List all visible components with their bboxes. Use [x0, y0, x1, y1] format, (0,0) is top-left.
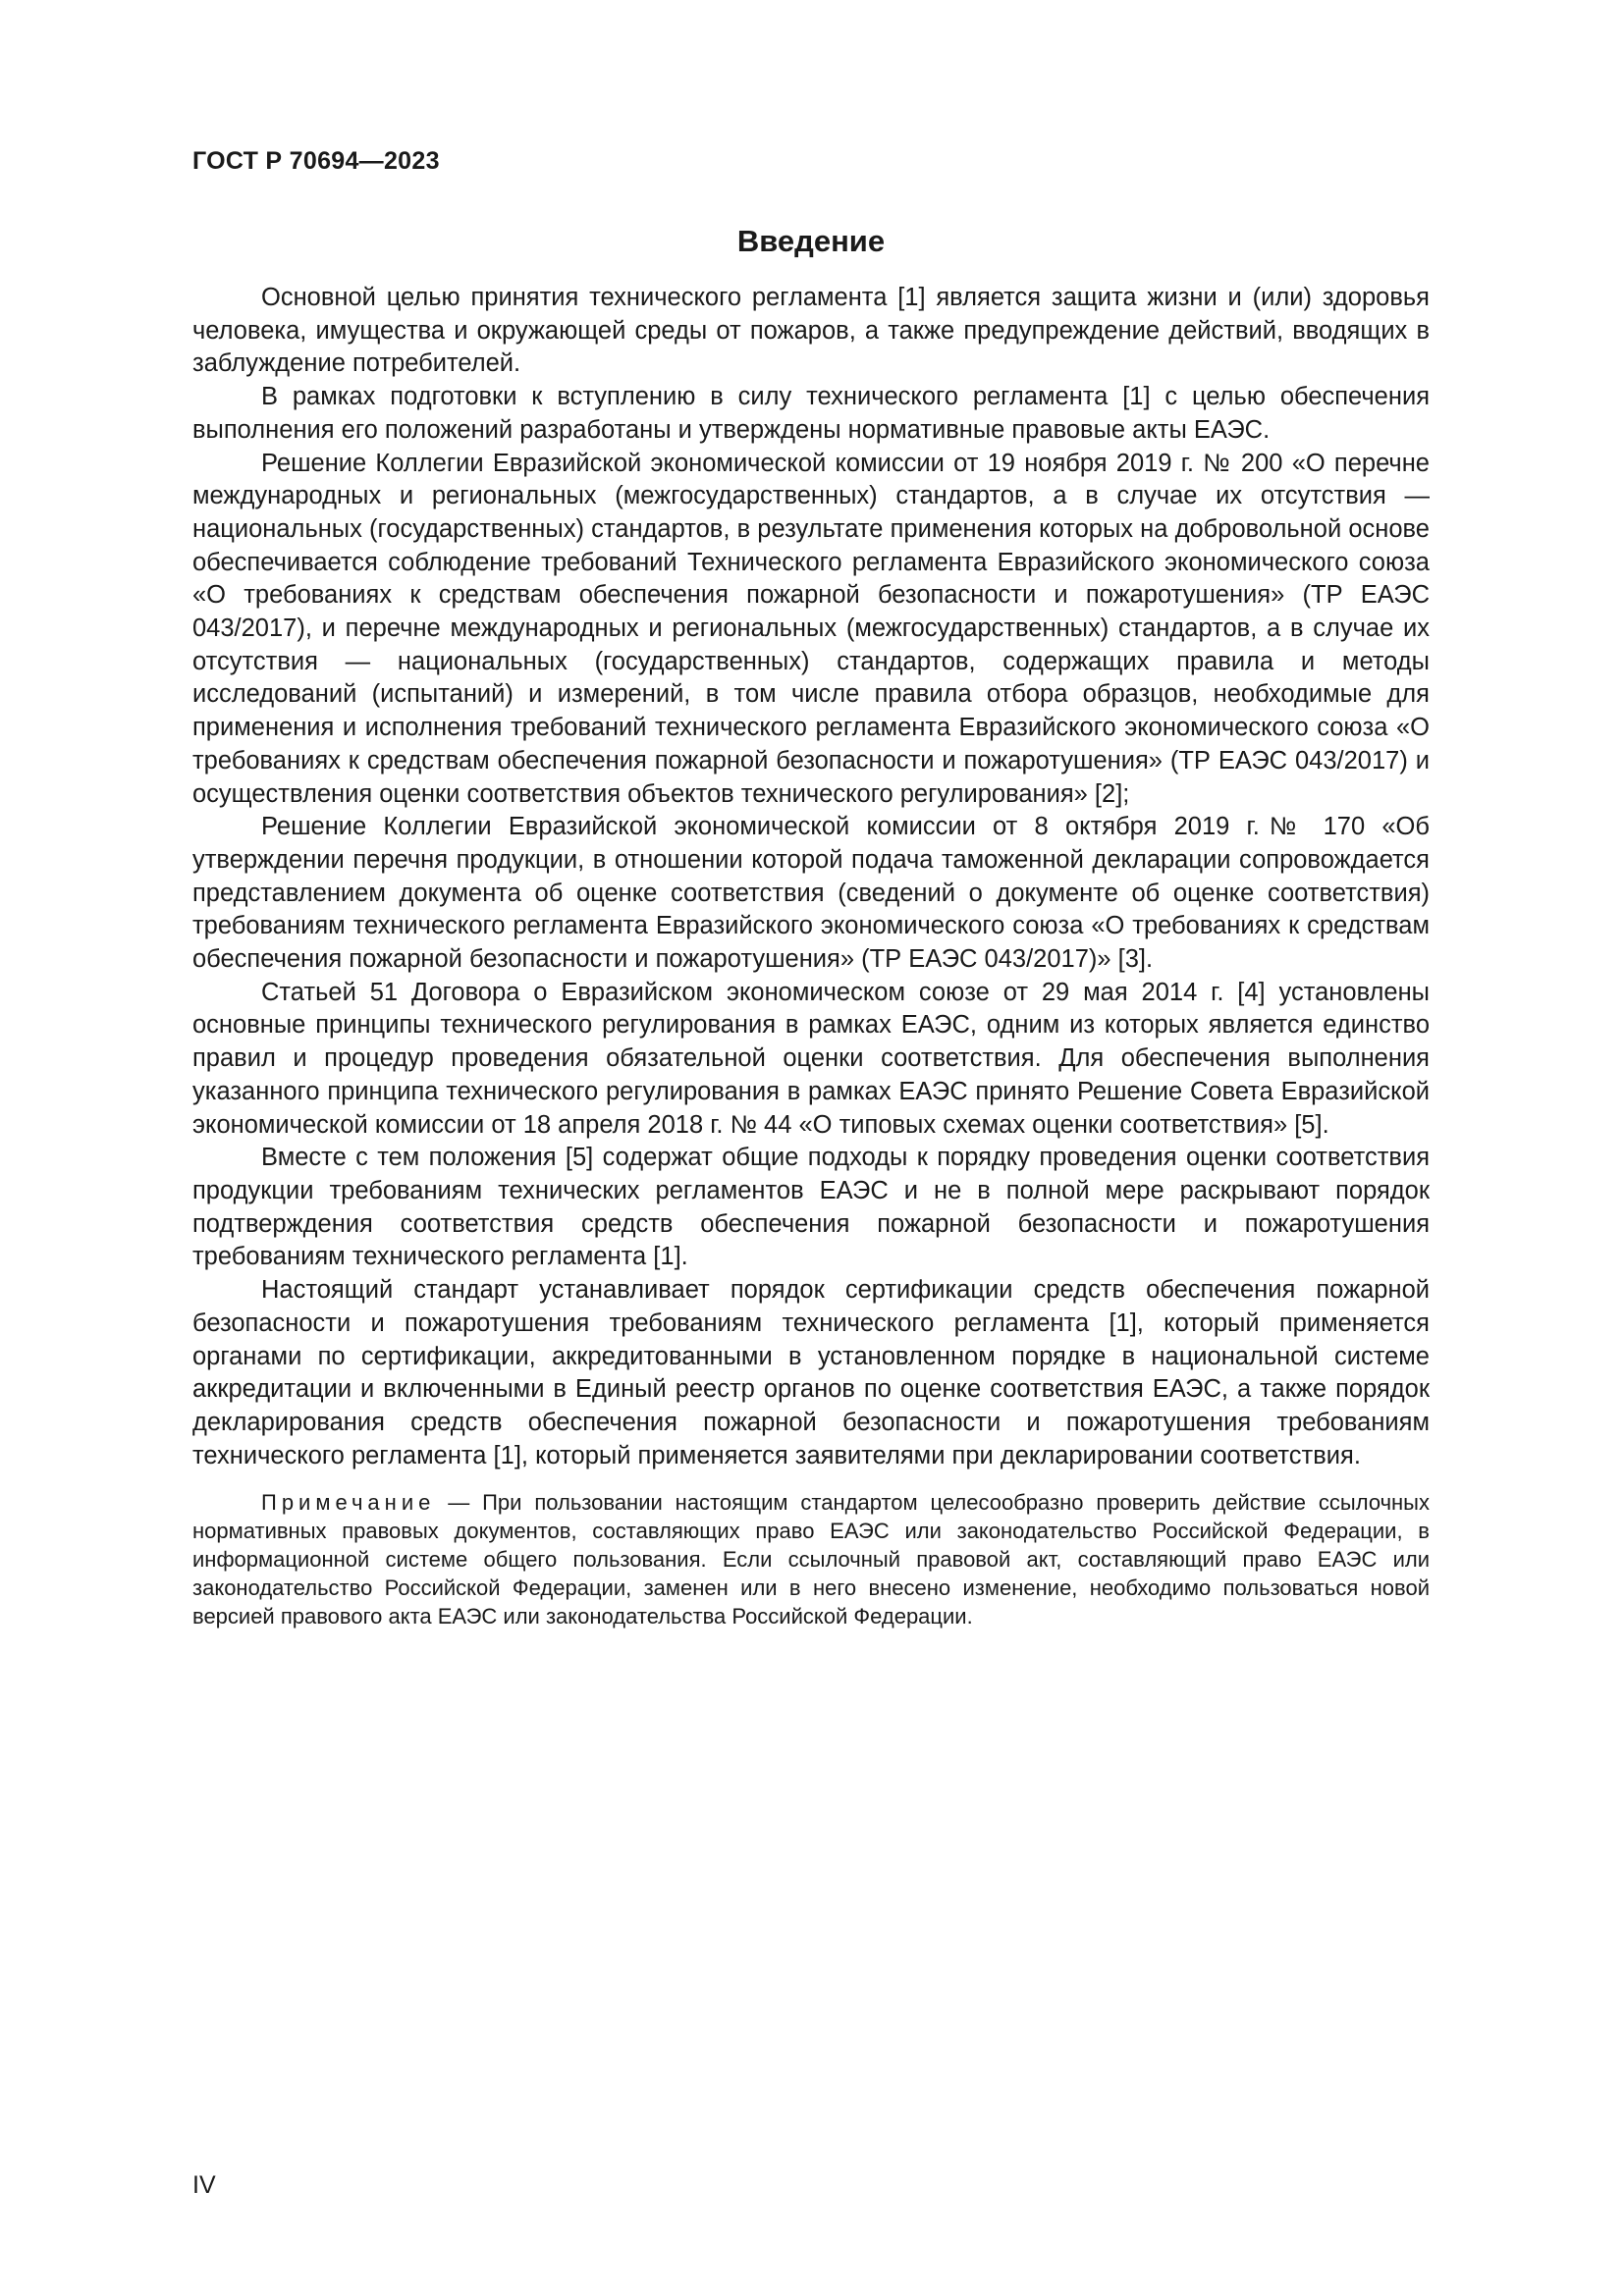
- introduction-body: [192, 282, 1430, 1630]
- paragraph: Основной целью принятия технического регламента [1] является защита жизни и (или) здоровья человека, имущества и окружающей среды от пожаров, а также предупреждение действий, вводящих в заблуждение потребителей.: [192, 284, 1430, 378]
- paragraph: В рамках подготовки к вступлению в силу технического регламента [1] с целью обеспечения выполнения его положений разработаны и утверждены нормативные правовые акты ЕАЭС.: [192, 383, 1430, 444]
- paragraph: Решение Коллегии Евразийской экономической комиссии от 19 ноября 2019 г. № 200 «О перечне международных и региональных (межгосударственных) стандартов, а в случае их отсутствия — национальных (государственных) стандартов, в результате применения которых на добровольной основе обеспечивается соблюдение требований Технического регламента Евразийского экономического союза «О требованиях к средствам обеспечения пожарной безопасности и пожаротушения» (ТР ЕАЭС 043/2017), и перечне международных и региональных (межгосударственных) стандартов, а в случае их отсутствия — национальных (государственных) стандартов, содержащих правила и методы исследований (испытаний) и измерений, в том числе правила отбора образцов, необходимые для применения и исполнения требований технического регламента Евразийского экономического союза «О требованиях к средствам обеспечения пожарной безопасности и пожаротушения» (ТР ЕАЭС 043/2017) и осуществления оценки соответствия объектов технического регулирования» [2];: [192, 449, 1430, 808]
- paragraph: Решение Коллегии Евразийской экономической комиссии от 8 октября 2019 г.№ 170 «Об утверждении перечня продукции, в отношении которой подача таможенной декларации сопровождается представлением документа об оценке соответствия (сведений о документе об оценке соответствия) требованиям технического регламента Евразийского экономического союза «О требованиях к средствам обеспечения пожарной безопасности и пожаротушения» (ТР ЕАЭС 043/2017)» [3].: [192, 813, 1430, 974]
- paragraph: Статьей 51 Договора о Евразийском экономическом союзе от 29 мая 2014 г. [4] установлены основные принципы технического регулирования в рамках ЕАЭС, одним из которых является единство правил и процедур проведения обязательной оценки соответствия. Для обеспечения выполнения указанного принципа технического регулирования в рамках ЕАЭС принято Решение Совета Евразийской экономической комиссии от 18 апреля 2018 г. № 44 «О типовых схемах оценки соответствия» [5].: [192, 978, 1430, 1139]
- note: [192, 1488, 1430, 1630]
- note-text: — При пользовании настоящим стандартом целесообразно проверить действие ссылочных нормативных правовых документов, составляющих право ЕАЭС или законодательство Российской Федерации, в информационной системе общего пользования. Если ссылочный правовой акт, составляющий право ЕАЭС или законодательство Российской Федерации, заменен или в него внесено изменение, необходимо пользоваться новой версией правового акта ЕАЭС или законодательства Российской Федерации.: [192, 1490, 1430, 1629]
- paragraph: Вместе с тем положения [5] содержат общие подходы к порядку проведения оценки соответствия продукции требованиям технических регламентов ЕАЭС и не в полной мере раскрывают порядок подтверждения соответствия средств обеспечения пожарной безопасности и пожаротушения требованиям технического регламента [1].: [192, 1144, 1430, 1271]
- page-number: IV: [192, 2171, 216, 2199]
- paragraph: Настоящий стандарт устанавливает порядок сертификации средств обеспечения пожарной безопасности и пожаротушения требованиям технического регламента [1], который применяется органами по сертификации, аккредитованными в установленном порядке в национальной системе аккредитации и включенными в Единый реестр органов по оценке соответствия ЕАЭС, а также порядок декларирования средств обеспечения пожарной безопасности и пожаротушения требованиям технического регламента [1], который применяется заявителями при декларировании соответствия.: [192, 1276, 1430, 1469]
- document-id: ГОСТ Р 70694—2023: [192, 147, 440, 175]
- section-title: Введение: [736, 224, 886, 258]
- note-label: Примечание: [261, 1490, 436, 1516]
